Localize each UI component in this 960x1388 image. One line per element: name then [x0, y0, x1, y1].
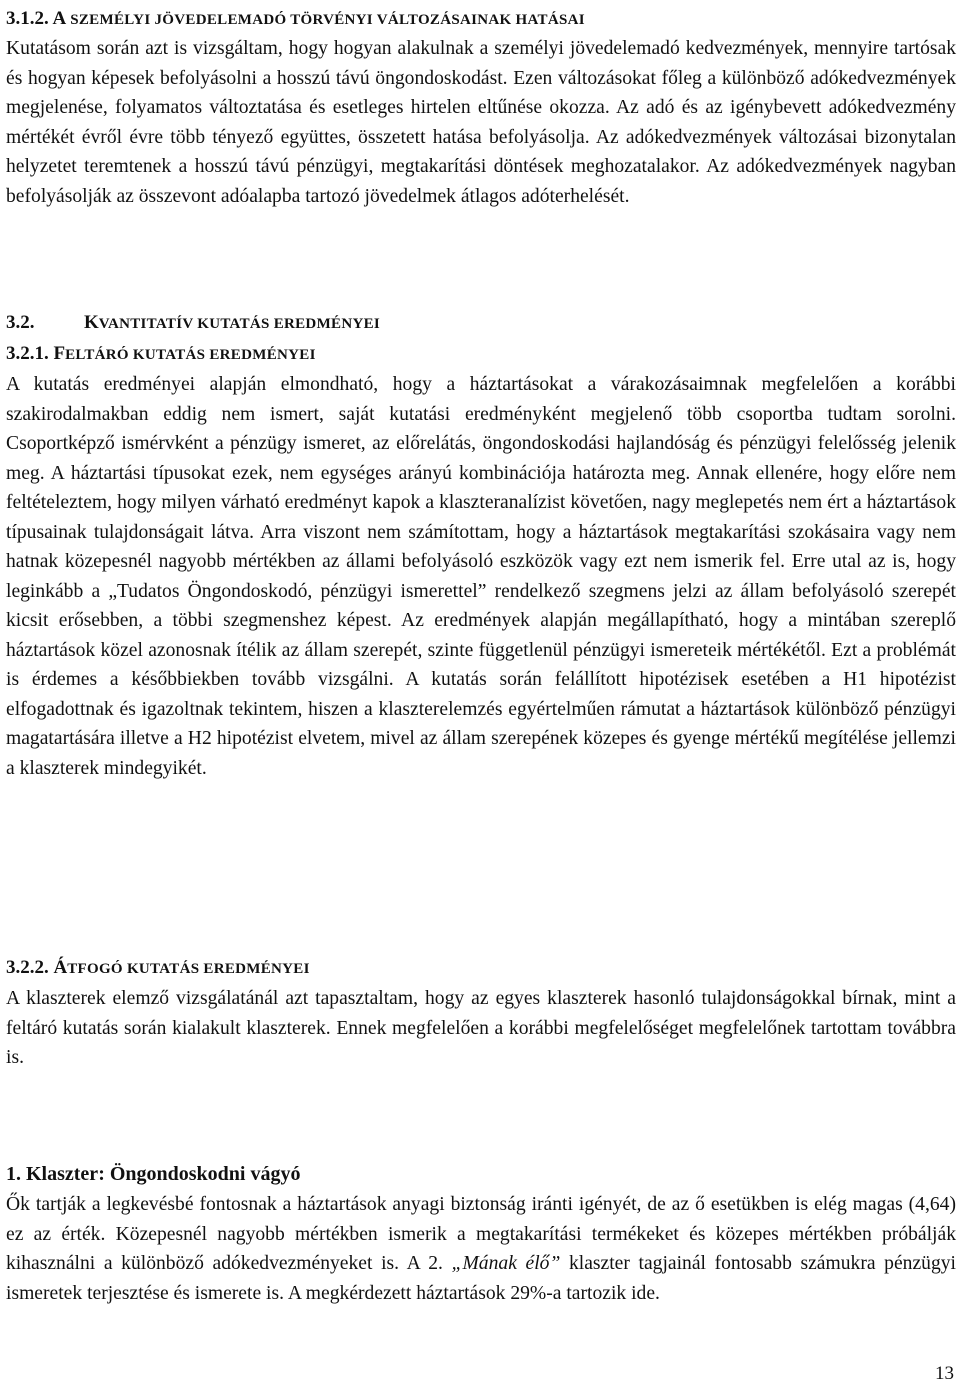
paragraph-szja-changes: Kutatásom során azt is vizsgáltam, hogy hogyan alakulnak a személyi jövedelemadó kedvezmények, mennyire tartósak és hogyan képesek befolyásolni a hosszú távú öngondoskodást. Ezen változásokat főleg a különböző adókedvezmények megjelenése, folyamatos változtatása és esetleges hirtelen eltűnése okozza. Az adó és az igénybevett adókedvezmény mértékét évről évre több tényező együttes, összetett hatása befolyásolja. Az adókedvezmények változásai bizonytalan helyzetet teremtenek a hosszú távú pénzügyi, megtakarítási döntések meghozatalakor. Az adókedvezmények nagyban befolyásolják az összevont adóalapba tartozó jövedelmek átlagos adóterhelését. [6, 38, 956, 207]
section-number: 3.2. [6, 312, 35, 333]
cluster-heading: 1. Klaszter: Öngondoskodni vágyó [6, 1163, 301, 1185]
page-number: 13 [935, 1363, 954, 1384]
section-heading-3-1-2 [6, 4, 585, 35]
section-heading-3-2-2 [6, 953, 310, 984]
section-title-initial: Á [53, 957, 68, 978]
paragraph-exploratory-results: A kutatás eredményei alapján elmondható, hogy a háztartásokat a várakozásaimnak megfelelően a korábbi szakirodalmakban eddig nem ismert, saját kutatási eredményként megjelenő több csoportba tudtam sorolni. Csoportképző ismérvként a pénzügy ismeret, az előrelátás, öngondoskodási hajlandóság és pénzügyi felelősség jelenik meg. A háztartási típusokat ezek, nem egységes arányú kombinációja határozta meg. Annak ellenére, hogy előre nem feltételeztem, hogy milyen várható eredményt kapok a klaszteranalízist követően, nagy meglepetés nem ért a háztartások típusainak tulajdonságait látva. Arra viszont nem számítottam, hogy a háztartások megtakarítási szokásaira vagy nem hatnak közepesnél nagyobb mértékben az állami befolyásoló eszközök vagy ezt nem ismerik fel. Erre utal az is, hogy leginkább a „Tudatos Öngondoskodó, pénzügyi ismerettel” rendelkező szegmens jelzi az állam befolyásoló szerepét kicsit erősebben, a többi szegmenshez képest. Az eredmények alapján megállapítható, hogy a mintában szereplő háztartások közel azonosnak ítélik az állam szerepét, szinte függetlenül pénzügyi ismereteik mértékétől. Ezt a problémát is érdemes a későbbiekben tovább vizsgálni. A kutatás során felállított hipotézisek esetében a H1 hipotézist elfogadottnak és igazoltnak tekintem, hiszen a klaszterelemzés egyértelműen rámutat a háztartások különböző pénzügyi magatartására illetve a H2 hipotézist elvetem, mivel az állam szerepének közepes és gyenge mértékű megítélése jellemzi a klaszterek mindegyikét. [6, 374, 956, 779]
section-number: 3.2.2. [6, 957, 49, 978]
section-title-initial: K [84, 312, 99, 333]
paragraph-cluster-1 [6, 1190, 956, 1308]
section-title: ELTÁRÓ KUTATÁS EREDMÉNYEI [65, 347, 316, 363]
paragraph-text: klaszter tagjainál fontosabb számukra pénzügyi ismeretek terjesztése és ismerete is. A megkérdezett háztartások 29%-a tartozik ide. [6, 1253, 956, 1304]
section-title: TFOGÓ KUTATÁS EREDMÉNYEI [67, 961, 310, 977]
paragraph-comprehensive-results: A klaszterek elemző vizsgálatánál azt tapasztaltam, hogy az egyes klaszterek hasonló tulajdonságokkal bírnak, mint a feltáró kutatás során kialakult klaszterek. Ennek megfelelően a korábbi megfelelőséget megfelelőnek tartottam továbbra is. [6, 988, 956, 1068]
section-title-initial: F [53, 343, 66, 364]
section-number: 3.2.1. [6, 343, 49, 364]
section-title: VANTITATÍV KUTATÁS EREDMÉNYEI [98, 316, 381, 332]
section-title: SZEMÉLYI JÖVEDELEMADÓ TÖRVÉNYI VÁLTOZÁSAINAK HATÁSAI [66, 12, 585, 28]
section-title-initial: A [52, 8, 67, 29]
cluster-name-quote: „Mának élő” [451, 1253, 561, 1274]
section-heading-3-2-1 [6, 339, 316, 370]
section-heading-3-2 [6, 308, 380, 339]
paragraph-text: Ők tartják a legkevésbé fontosnak a háztartások anyagi biztonság iránti igényét, de az ő esetükben is elég magas (4,64) ez az érték. Közepesnél nagyobb mértékben ismerik a megtakarítási termékeket és közepes mértékben próbálják kihasználni a különböző adókedvezményeket is. A 2. [6, 1194, 956, 1274]
section-number: 3.1.2. [6, 8, 49, 29]
